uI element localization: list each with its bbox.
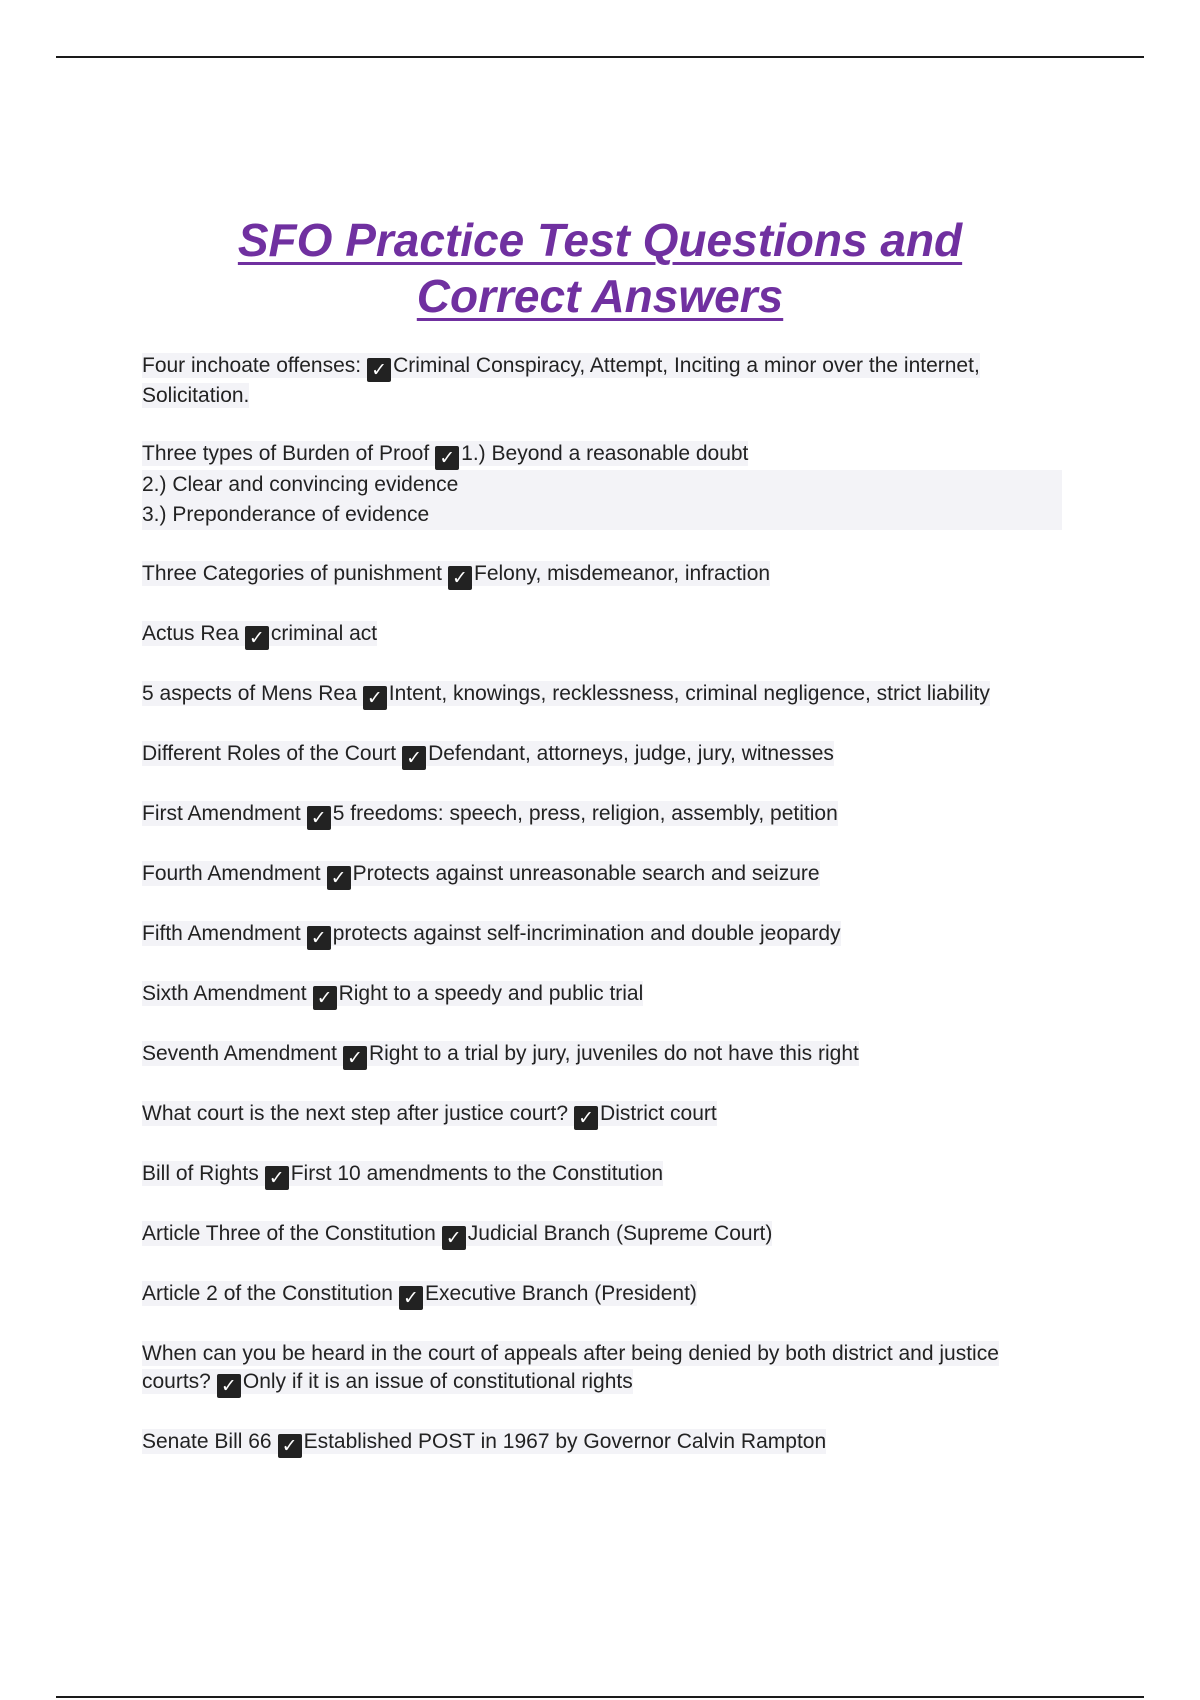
question-text: What court is the next step after justice court?: [142, 1102, 569, 1125]
check-box-icon: ✓: [367, 358, 391, 382]
qa-item: [142, 1220, 1062, 1250]
check-box-icon: ✓: [278, 1434, 302, 1458]
check-box-icon: ✓: [307, 806, 331, 830]
question-text: Three Categories of punishment: [142, 562, 442, 585]
question-text: Article 2 of the Constitution: [142, 1282, 393, 1305]
check-box-icon: ✓: [574, 1106, 598, 1130]
answer-text: Protects against unreasonable search and seizure: [352, 862, 820, 885]
answer-text: 5 freedoms: speech, press, religion, assembly, petition: [332, 802, 838, 825]
qa-item: [142, 800, 1062, 830]
qa-item: [142, 1280, 1062, 1310]
page-title: [140, 212, 1060, 324]
check-box-icon: ✓: [442, 1226, 466, 1250]
answer-text: District court: [600, 1102, 717, 1125]
qa-item: [142, 352, 1062, 410]
check-box-icon: ✓: [448, 566, 472, 590]
answer-text: Right to a trial by jury, juveniles do not have this right: [368, 1042, 859, 1065]
check-box-icon: ✓: [343, 1046, 367, 1070]
answer-text: Intent, knowings, recklessness, criminal negligence, strict liability: [388, 682, 990, 705]
question-text: 5 aspects of Mens Rea: [142, 682, 357, 705]
answer-text: criminal act: [270, 622, 378, 645]
qa-item: [142, 740, 1062, 770]
qa-list: [142, 352, 1062, 1488]
check-box-icon: ✓: [363, 686, 387, 710]
answer-line: 2.) Clear and convincing evidence: [142, 470, 1062, 500]
question-text: Three types of Burden of Proof: [142, 442, 430, 465]
qa-item: [142, 1160, 1062, 1190]
check-box-icon: ✓: [435, 446, 459, 470]
question-text: Article Three of the Constitution: [142, 1222, 436, 1245]
question-text: Seventh Amendment: [142, 1042, 337, 1065]
qa-item: [142, 560, 1062, 590]
answer-text: Right to a speedy and public trial: [338, 982, 644, 1005]
check-box-icon: ✓: [307, 926, 331, 950]
question-text: Four inchoate offenses:: [142, 354, 362, 377]
answer-text: Judicial Branch (Supreme Court): [467, 1222, 773, 1245]
title-line-1: SFO Practice Test Questions and: [237, 214, 963, 266]
question-text: Different Roles of the Court: [142, 742, 397, 765]
check-box-icon: ✓: [245, 626, 269, 650]
title-line-2: Correct Answers: [416, 270, 784, 322]
qa-item: [142, 620, 1062, 650]
answer-line: 3.) Preponderance of evidence: [142, 500, 1062, 530]
qa-item: [142, 980, 1062, 1010]
qa-item: [142, 680, 1062, 710]
answer-text: Defendant, attorneys, judge, jury, witnesses: [428, 742, 834, 765]
question-text: Fifth Amendment: [142, 922, 301, 945]
answer-text: protects against self-incrimination and double jeopardy: [332, 922, 841, 945]
answer-text: Criminal Conspiracy, Attempt, Inciting a minor over the internet, Solicitation.: [142, 354, 980, 407]
top-rule: [56, 56, 1144, 58]
answer-text: 1.) Beyond a reasonable doubt: [461, 442, 749, 465]
qa-item: [142, 440, 1062, 530]
question-text: Fourth Amendment: [142, 862, 321, 885]
qa-item: [142, 1040, 1062, 1070]
bottom-rule: [56, 1696, 1144, 1698]
qa-item: [142, 920, 1062, 950]
answer-text: Executive Branch (President): [424, 1282, 697, 1305]
check-box-icon: ✓: [265, 1166, 289, 1190]
question-text: Sixth Amendment: [142, 982, 307, 1005]
qa-item: [142, 1100, 1062, 1130]
answer-text: Felony, misdemeanor, infraction: [474, 562, 771, 585]
question-text: Senate Bill 66: [142, 1430, 272, 1453]
answer-text: Established POST in 1967 by Governor Calvin Rampton: [303, 1430, 827, 1453]
qa-item: [142, 1340, 1062, 1398]
check-box-icon: ✓: [217, 1374, 241, 1398]
question-text: When can you be heard in the court of appeals after being denied by both district and justice courts?: [142, 1342, 999, 1393]
check-box-icon: ✓: [399, 1286, 423, 1310]
answer-text: Only if it is an issue of constitutional rights: [242, 1370, 633, 1393]
question-text: Bill of Rights: [142, 1162, 259, 1185]
question-text: First Amendment: [142, 802, 301, 825]
question-text: Actus Rea: [142, 622, 239, 645]
check-box-icon: ✓: [313, 986, 337, 1010]
qa-item: [142, 1428, 1062, 1458]
qa-item: [142, 860, 1062, 890]
answer-text: First 10 amendments to the Constitution: [290, 1162, 664, 1185]
check-box-icon: ✓: [327, 866, 351, 890]
check-box-icon: ✓: [402, 746, 426, 770]
